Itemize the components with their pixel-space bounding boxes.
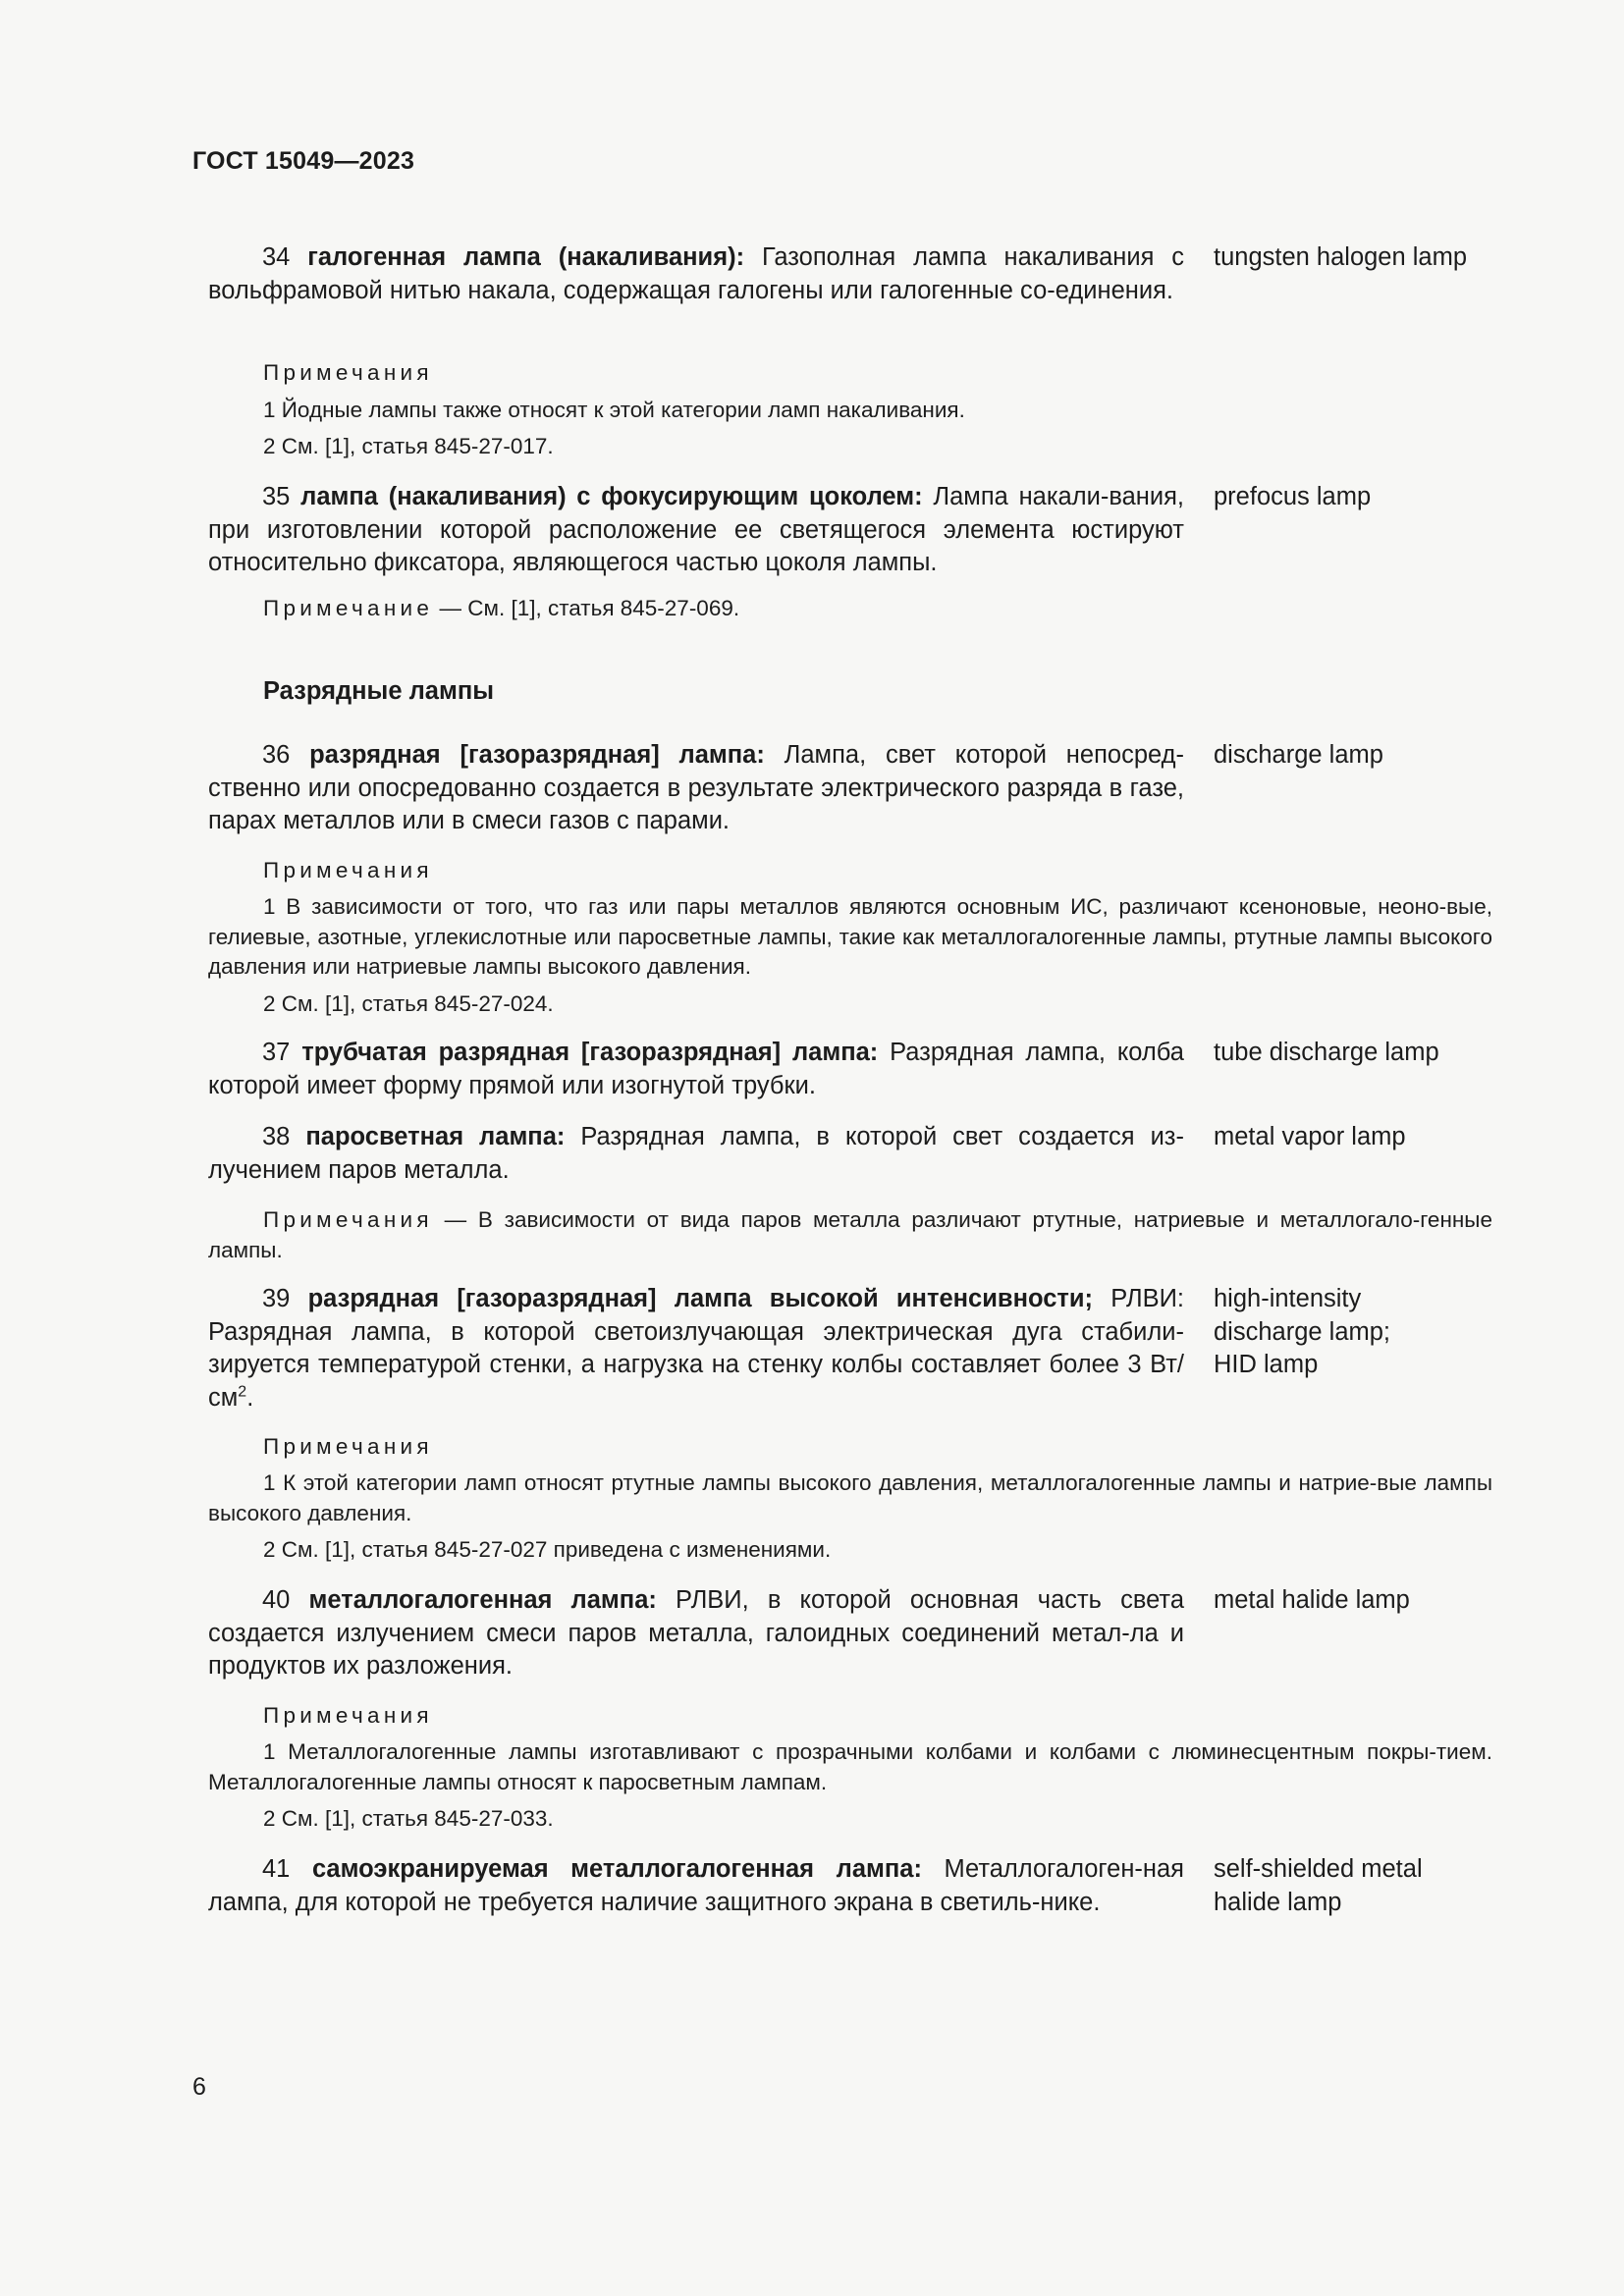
- term-number: 39: [262, 1285, 291, 1312]
- term-number: 37: [262, 1039, 291, 1066]
- term-definition: Разрядная лампа, в которой свет создается из-лучением паров металла.: [208, 1123, 1184, 1184]
- term-definition: Лампа накали-вания, при изготовлении которой расположение ее светящегося элемента юстируют относительно фиксатора, являющегося частью цоколя лампы.: [208, 483, 1185, 576]
- section-heading: Разрядные лампы: [263, 677, 495, 705]
- term-34-entry: [208, 241, 1184, 307]
- term-title: самоэкранируемая металлогалогенная лампа:: [311, 1855, 922, 1883]
- note-item: 2 См. [1], статья 845-27-017.: [263, 434, 554, 458]
- term-definition: Лампа, свет которой непосред-ственно или опосредованно создается в результате электрического разряда в газе, парах металлов или в смеси газов с парами.: [208, 741, 1184, 834]
- note-item: 2 См. [1], статья 845-27-033.: [263, 1806, 554, 1831]
- term-41-english: self-shielded metal halide lamp: [1214, 1855, 1423, 1916]
- term-36-entry: [208, 739, 1184, 838]
- term-number: 35: [262, 483, 291, 510]
- term-36-english: discharge lamp: [1214, 741, 1383, 769]
- term-title: разрядная [газоразрядная] лампа:: [309, 741, 765, 769]
- term-number: 38: [262, 1123, 291, 1150]
- term-40-entry: [208, 1584, 1184, 1683]
- term-38-english: metal vapor lamp: [1214, 1123, 1406, 1150]
- note-item: 1 К этой категории ламп относят ртутные лампы высокого давления, металлогалогенные лампы и натрие-вые лампы высокого давления.: [208, 1470, 1492, 1525]
- note-item: 1 Йодные лампы также относят к этой категории ламп накаливания.: [263, 398, 965, 422]
- term-37-entry: [208, 1037, 1184, 1102]
- superscript: 2: [238, 1383, 247, 1400]
- term-35-english: prefocus lamp: [1214, 483, 1372, 510]
- notes-heading: Примечания: [263, 1434, 433, 1459]
- term-definition: РЛВИ, в которой основная часть света создается излучением смеси паров металла, галоидных соединений метал-ла и продуктов их разложения.: [208, 1586, 1185, 1680]
- term-41-entry: [208, 1853, 1184, 1919]
- notes-heading: Примечания: [263, 858, 433, 882]
- page-number: 6: [192, 2073, 206, 2101]
- term-number: 40: [262, 1586, 291, 1614]
- note-item: 1 Металлогалогенные лампы изготавливают с прозрачными колбами и колбами с люминесцентным покры-тием. Металлогалогенные лампы относят к паросветным лампам.: [208, 1739, 1492, 1794]
- note-item: 2 См. [1], статья 845-27-024.: [263, 991, 554, 1016]
- note-item: Примечание — См. [1], статья 845-27-069.: [263, 596, 740, 620]
- term-38-entry: [208, 1121, 1184, 1187]
- term-number: 36: [262, 741, 291, 769]
- term-35-entry: [208, 481, 1184, 580]
- term-title: металлогалогенная лампа:: [308, 1586, 657, 1614]
- term-34-english: tungsten halogen lamp: [1214, 243, 1468, 271]
- term-39-english: high-intensity discharge lamp; HID lamp: [1214, 1285, 1391, 1378]
- term-definition: РЛВИ: Разрядная лампа, в которой светоизлучающая электрическая дуга стабили-зируется температурой стенки, а нагрузка на стенку колбы составляет более 3 Вт/см: [208, 1285, 1185, 1412]
- note-item: 2 См. [1], статья 845-27-027 приведена с изменениями.: [263, 1537, 832, 1562]
- term-title: галогенная лампа (накаливания):: [307, 243, 745, 271]
- note-item: 1 В зависимости от того, что газ или пары металлов являются основным ИС, различают ксеноновые, неоно-вые, гелиевые, азотные, углекислотные или паросветные лампы, такие как металлогалогенные лампы, ртутные лампы высокого давления или натриевые лампы высокого давления.: [208, 894, 1492, 979]
- standard-header: ГОСТ 15049—2023: [192, 147, 415, 175]
- term-title: паросветная лампа:: [305, 1123, 566, 1150]
- term-definition: Газополная лампа накаливания с вольфрамовой нитью накала, содержащая галогены или галогенные со-единения.: [208, 243, 1185, 304]
- term-definition: Разрядная лампа, колба которой имеет форму прямой или изогнутой трубки.: [208, 1039, 1184, 1099]
- term-39-entry: 39 разрядная [газоразрядная] лампа высокой интенсивности; РЛВИ: Разрядная лампа, в которой светоизлучающая электрическая дуга стабили-зируется температурой стенки, а нагрузка на стенку колбы составляет более 3 $Вт/см^2$.: [208, 1285, 1185, 1412]
- note-item: Примечания — В зависимости от вида паров металла различают ртутные, натриевые и металлогало-генные лампы.: [208, 1207, 1492, 1262]
- term-title: лампа (накаливания) с фокусирующим цоколем:: [300, 483, 923, 510]
- term-title: разрядная [газоразрядная] лампа высокой интенсивности;: [307, 1285, 1094, 1312]
- term-title: трубчатая разрядная [газоразрядная] лампа:: [301, 1039, 879, 1066]
- term-40-english: metal halide lamp: [1214, 1586, 1410, 1614]
- notes-heading: Примечания: [263, 1703, 433, 1728]
- term-number: 34: [262, 243, 291, 271]
- notes-heading: Примечания: [263, 360, 433, 385]
- term-37-english: tube discharge lamp: [1214, 1039, 1439, 1066]
- term-number: 41: [262, 1855, 291, 1883]
- term-definition: Металлогалоген-ная лампа, для которой не требуется наличие защитного экрана в светиль-нике.: [208, 1855, 1184, 1916]
